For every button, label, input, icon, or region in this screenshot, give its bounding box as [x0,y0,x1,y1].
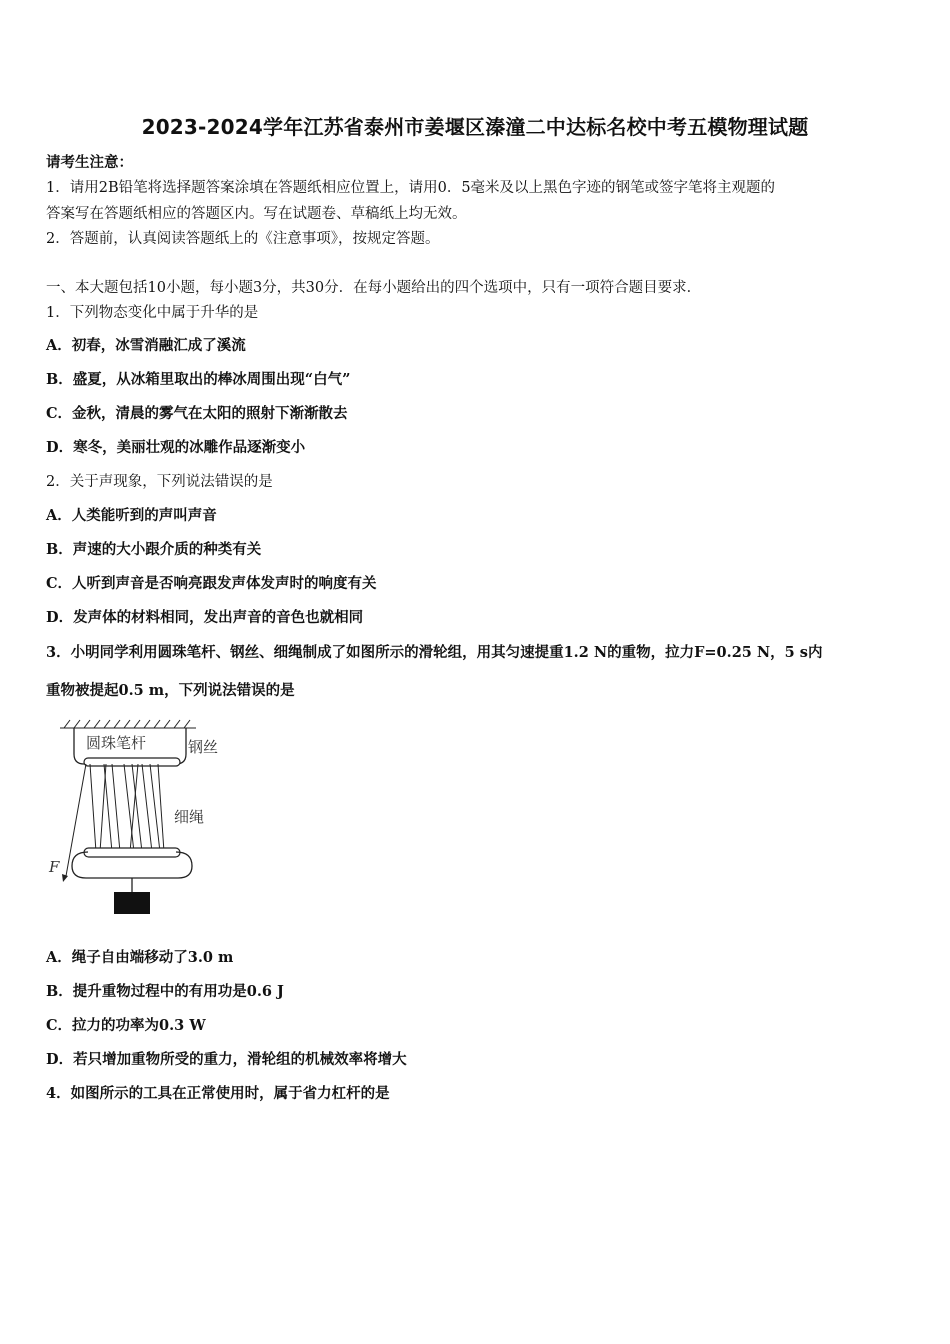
ceiling-hatch [60,720,196,728]
notice-item-1-line-1: 1．请用2B铅笔将选择题答案涂填在答题纸相应位置上，请用0．5毫米及以上黑色字迹的钢笔或签字笔将主观题的 [46,180,776,196]
question-3-option-b: B．提升重物过程中的有用功是0.6 J [46,983,284,1000]
question-2-option-c: C．人听到声音是否响亮跟发声体发声时的响度有关 [46,575,377,592]
question-2-option-a: A．人类能听到的声叫声音 [46,507,217,524]
notice-item-2: 2．答题前，认真阅读答题纸上的《注意事项》，按规定答题。 [46,231,440,247]
label-rope: 细绳 [174,808,205,826]
question-2-option-b: B．声速的大小跟介质的种类有关 [46,541,262,558]
label-force: F [49,858,60,876]
question-1-option-b: B．盛夏，从冰箱里取出的棒冰周围出现“白气” [46,371,351,388]
question-3-stem-line-2: 重物被提起0.5 m，下列说法错误的是 [46,682,295,699]
question-3-stem-line-1: 3．小明同学利用圆珠笔杆、钢丝、细绳制成了如图所示的滑轮组，用其匀速提重1.2 N的重物，拉力F=0.25 N，5 s内 [46,644,823,661]
question-4-stem: 4．如图所示的工具在正常使用时，属于省力杠杆的是 [46,1085,390,1102]
question-3-option-a: A．绳子自由端移动了3.0 m [46,949,234,966]
question-1-option-a: A．初春，冰雪消融汇成了溪流 [46,337,246,354]
question-3-option-d: D．若只增加重物所受的重力，滑轮组的机械效率将增大 [46,1051,407,1068]
pulley-figure [46,716,246,921]
question-1-stem: 1．下列物态变化中属于升华的是 [46,305,259,321]
label-wire: 钢丝 [188,738,219,756]
page-title: 2023-2024学年江苏省泰州市姜堰区溱潼二中达标名校中考五模物理试题 [141,115,809,139]
question-3-option-c: C．拉力的功率为0.3 W [46,1017,206,1034]
lower-pen-rod [84,848,180,857]
force-arrow-head [62,874,68,882]
section-1-heading: 一、本大题包括10小题，每小题3分，共30分．在每小题给出的四个选项中，只有一项符合题目要求． [46,280,702,296]
notice-item-1-line-2: 答案写在答题纸相应的答题区内。写在试题卷、草稿纸上均无效。 [46,206,467,222]
label-pen: 圆珠笔杆 [86,734,147,752]
question-1-option-c: C．金秋，清晨的雾气在太阳的照射下渐渐散去 [46,405,348,422]
notice-heading: 请考生注意： [46,154,133,171]
weight-block [114,892,150,914]
question-2-stem: 2．关于声现象，下列说法错误的是 [46,474,273,490]
question-2-option-d: D．发声体的材料相同，发出声音的音色也就相同 [46,609,364,626]
ropes [66,764,164,876]
question-1-option-d: D．寒冬，美丽壮观的冰雕作品逐渐变小 [46,439,306,456]
